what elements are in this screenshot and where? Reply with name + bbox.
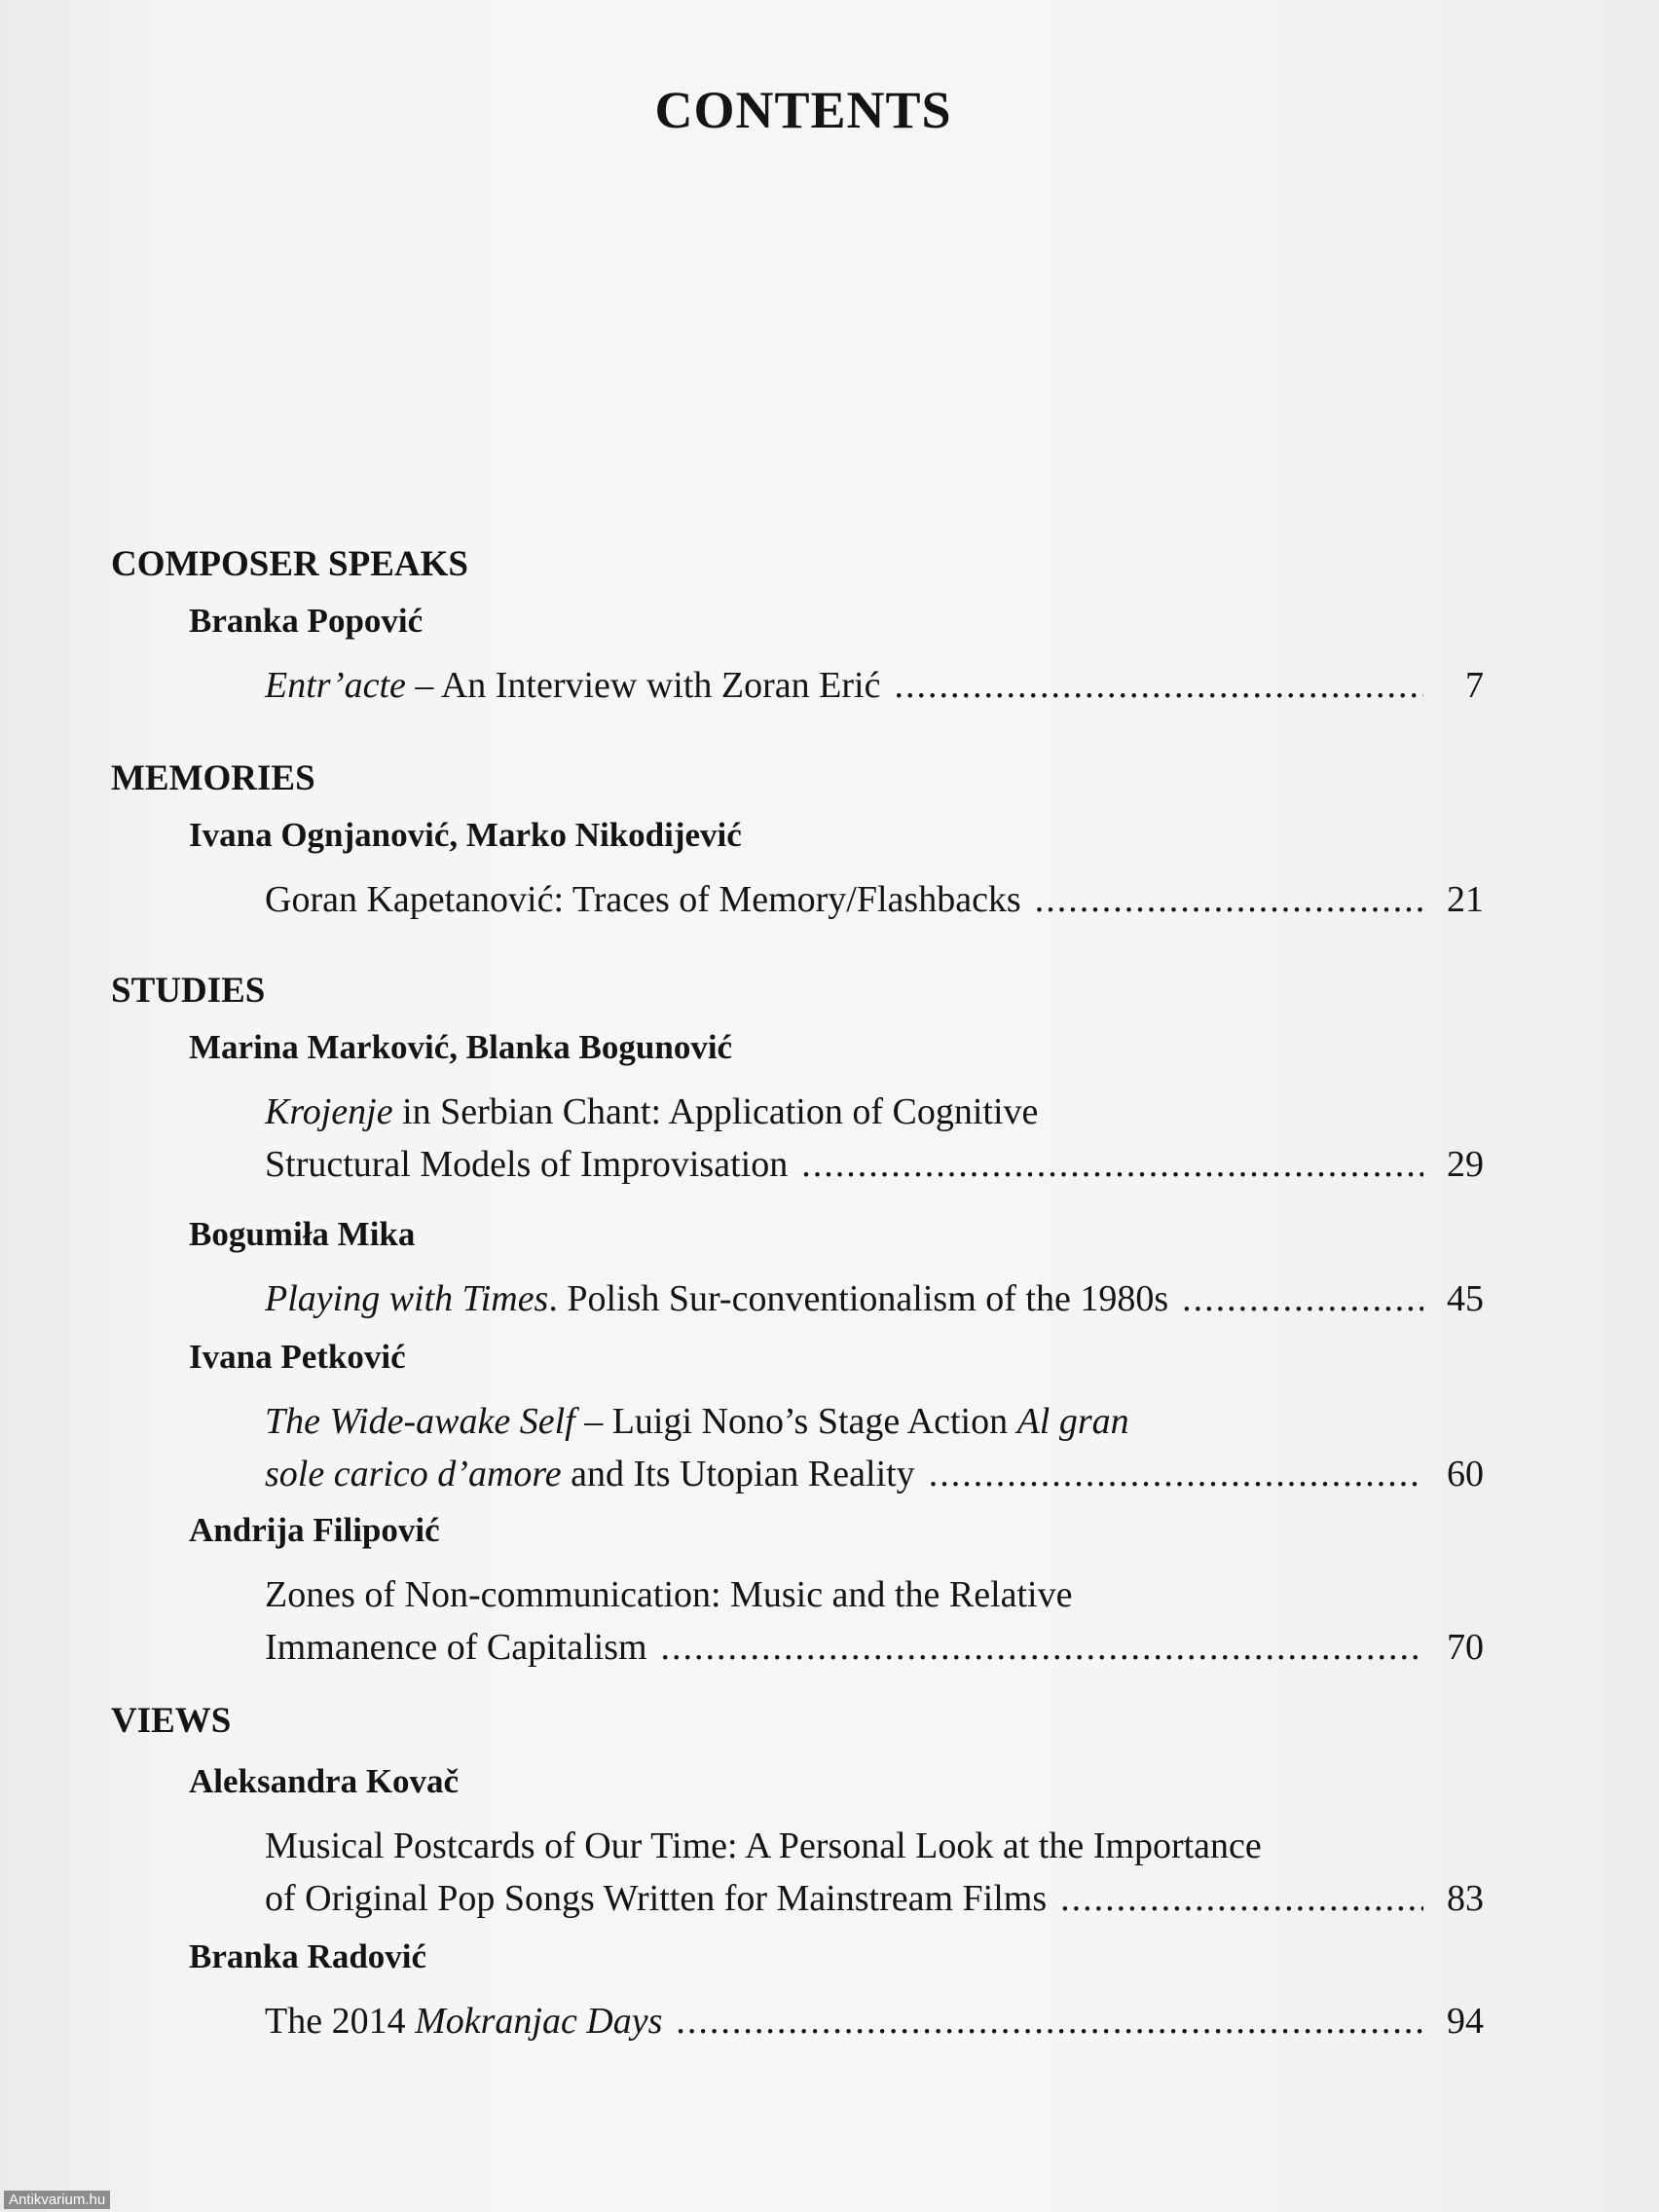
entry-author: Aleksandra Kovač	[189, 1762, 460, 1800]
page-title: CONTENTS	[654, 81, 952, 139]
title-segment: Musical Postcards of Our Time: A Personal Look at the Importance	[265, 1825, 1262, 1866]
entry-title-line	[265, 1998, 1437, 2045]
entry-title-text	[265, 1091, 1038, 1132]
entry-title-text	[265, 1624, 647, 1671]
title-segment: in Serbian Chant: Application of Cognitive	[392, 1091, 1039, 1132]
entry-title-text	[265, 662, 880, 709]
entry-title-text	[265, 1275, 1168, 1322]
page-number: 60	[1447, 1454, 1484, 1494]
entry-title-text	[265, 1875, 1047, 1922]
page-number: 94	[1447, 2001, 1484, 2042]
title-segment: Structural Models of Improvisation	[265, 1144, 789, 1185]
entry-title-text	[265, 1825, 1262, 1866]
page-number: 83	[1447, 1878, 1484, 1919]
entry-author: Branka Popović	[189, 602, 424, 640]
title-italic-segment: sole carico d’amore	[265, 1454, 562, 1494]
entry-author: Ivana Ognjanović, Marko Nikodijević	[189, 816, 742, 854]
dot-leader	[1182, 1275, 1423, 1322]
entry-author: Marina Marković, Blanka Bogunović	[189, 1028, 733, 1066]
entry-title-text	[265, 1998, 662, 2045]
entry-title-line	[265, 662, 1437, 709]
entry-title-line	[265, 1275, 1437, 1322]
page-number: 45	[1447, 1278, 1484, 1319]
title-italic-segment: Al gran	[1016, 1401, 1129, 1442]
title-segment: of Original Pop Songs Written for Mainstream Films	[265, 1878, 1048, 1919]
title-segment: The 2014	[265, 2001, 416, 2042]
title-italic-segment: Krojenje	[265, 1091, 393, 1132]
entry-title-line	[265, 1398, 1437, 1445]
entry-title-line	[265, 1451, 1437, 1497]
dot-leader	[894, 662, 1423, 709]
section-heading: VIEWS	[111, 1701, 232, 1741]
entry-title-line	[265, 876, 1437, 923]
dot-leader	[676, 1998, 1423, 2045]
entry-author: Branka Radović	[189, 1937, 427, 1975]
dot-leader	[661, 1624, 1423, 1671]
title-italic-segment: The Wide-awake Self	[265, 1401, 575, 1442]
entry-author: Andrija Filipović	[189, 1511, 440, 1549]
entry-title-text	[265, 1574, 1072, 1615]
page-number: 29	[1447, 1144, 1484, 1185]
entry-title-line	[265, 1875, 1437, 1922]
section-heading: COMPOSER SPEAKS	[111, 544, 468, 584]
page-number: 7	[1465, 665, 1484, 706]
page-number: 21	[1447, 879, 1484, 920]
section-heading: STUDIES	[111, 971, 266, 1011]
title-segment: Goran Kapetanović: Traces of Memory/Flashbacks	[265, 879, 1021, 920]
title-italic-segment: Playing with Times	[265, 1278, 549, 1319]
section-heading: MEMORIES	[111, 758, 315, 798]
dot-leader	[929, 1451, 1423, 1497]
entry-title-text	[265, 876, 1021, 923]
entry-title-line	[265, 1088, 1437, 1135]
dot-leader	[1035, 876, 1423, 923]
entry-title-text	[265, 1141, 788, 1188]
title-segment: . Polish Sur-conventionalism of the 1980s	[548, 1278, 1169, 1319]
entry-author: Ivana Petković	[189, 1338, 406, 1376]
entry-title-line	[265, 1624, 1437, 1671]
title-segment: and Its Utopian Reality	[561, 1454, 915, 1494]
watermark: Antikvarium.hu	[4, 2191, 110, 2209]
entry-title-line	[265, 1141, 1437, 1188]
entry-title-text	[265, 1451, 915, 1497]
entry-title-line	[265, 1571, 1437, 1618]
title-segment: Zones of Non-communication: Music and the Relative	[265, 1574, 1073, 1615]
title-italic-segment: Entr’acte	[265, 665, 406, 706]
title-segment: Immanence of Capitalism	[265, 1627, 647, 1668]
dot-leader	[801, 1141, 1423, 1188]
dot-leader	[1060, 1875, 1423, 1922]
entry-title-text	[265, 1401, 1129, 1442]
title-segment: – An Interview with Zoran Erić	[405, 665, 881, 706]
entry-author: Bogumiła Mika	[189, 1215, 416, 1253]
title-italic-segment: Mokranjac Days	[415, 2001, 663, 2042]
page-number: 70	[1447, 1627, 1484, 1668]
entry-title-line	[265, 1823, 1437, 1869]
title-segment: – Luigi Nono’s Stage Action	[574, 1401, 1017, 1442]
